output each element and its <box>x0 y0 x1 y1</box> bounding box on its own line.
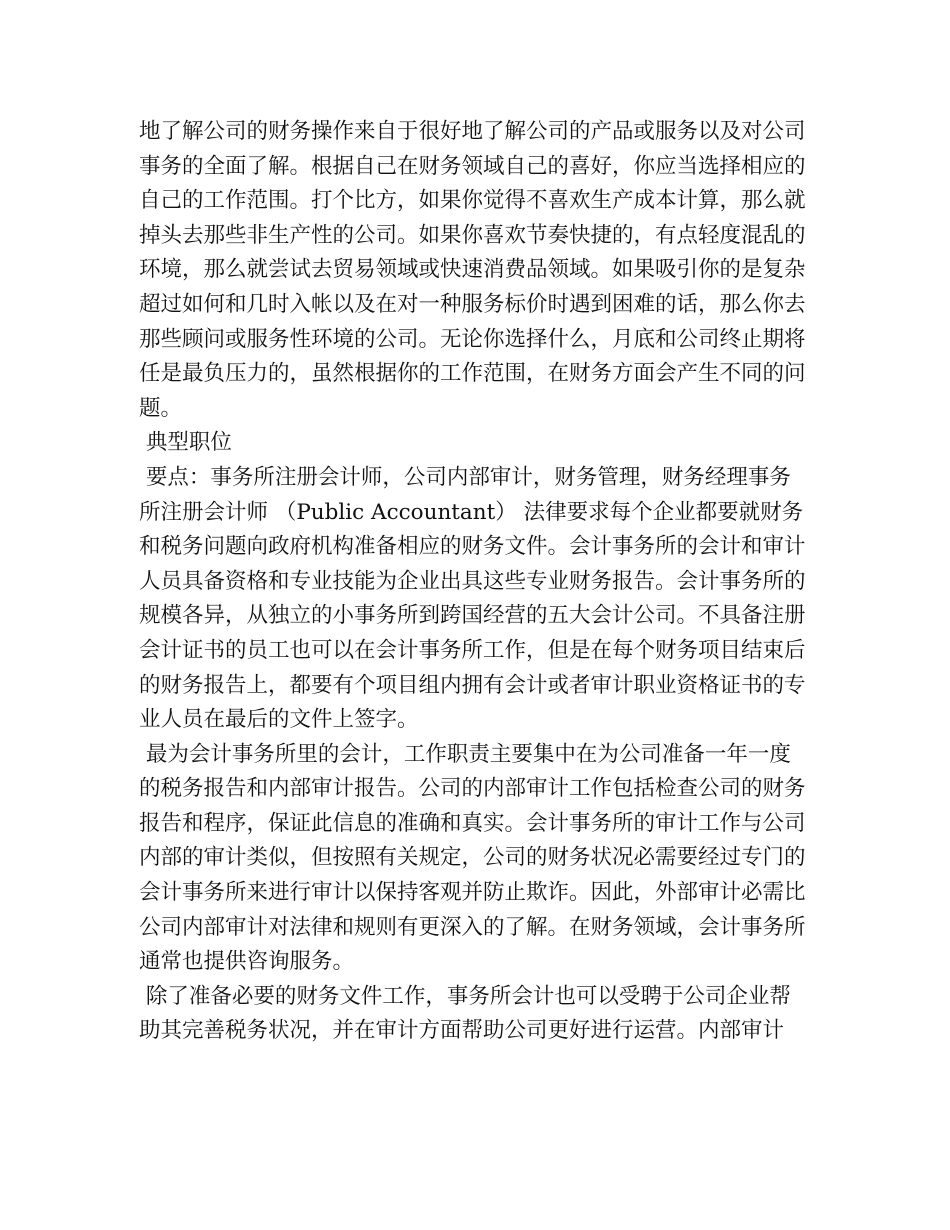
section-heading: 典型职位 <box>139 430 232 456</box>
text-line: 要点：事务所注册会计师，公司内部审计，财务管理，财务经理事务 <box>139 464 791 490</box>
text-line: 内部的审计类似，但按照有关规定，公司的财务状况必需要经过专门的 <box>139 845 806 871</box>
text-line: 人员具备资格和专业技能为企业出具这些专业财务报告。会计事务所的 <box>139 568 806 594</box>
text-line: 超过如何和几时入帐以及在对一种服务标价时遇到困难的话，那么你去 <box>139 291 806 317</box>
text-line: 业人员在最后的文件上签字。 <box>139 707 419 733</box>
text-line: 通常也提供咨询服务。 <box>139 949 355 975</box>
text-line: 公司内部审计对法律和规则有更深入的了解。在财务领域，会计事务所 <box>139 914 806 940</box>
text-line: 规模各异，从独立的小事务所到跨国经营的五大会计公司。不具备注册 <box>139 603 806 629</box>
text-line: 的税务报告和内部审计报告。公司的内部审计工作包括检查公司的财务 <box>139 776 806 802</box>
text-line: 任是最负压力的，虽然根据你的工作范围，在财务方面会产生不同的问 <box>139 361 806 387</box>
text-line: 报告和程序，保证此信息的准确和真实。会计事务所的审计工作与公司 <box>139 810 806 836</box>
text-line: 掉头去那些非生产性的公司。如果你喜欢节奏快捷的，有点轻度混乱的 <box>139 222 806 248</box>
text-line: 的财务报告上，都要有个项目组内拥有会计或者审计职业资格证书的专 <box>139 672 806 698</box>
text-line: 会计事务所来进行审计以保持客观并防止欺诈。因此，外部审计必需比 <box>139 880 806 906</box>
text-line: 最为会计事务所里的会计，工作职责主要集中在为公司准备一年一度 <box>139 741 791 767</box>
text-line: 那些顾问或服务性环境的公司。无论你选择什么，月底和公司终止期将 <box>139 326 806 352</box>
text-line: 所注册会计师 （Public Accountant） 法律要求每个企业都要就财务 <box>139 499 804 525</box>
document-body <box>139 115 815 1049</box>
text-line: 题。 <box>139 395 183 421</box>
text-line: 环境，那么就尝试去贸易领域或快速消费品领域。如果吸引你的是复杂 <box>139 257 806 283</box>
text-line: 会计证书的员工也可以在会计事务所工作，但是在每个财务项目结束后 <box>139 637 806 663</box>
text-line: 地了解公司的财务操作来自于很好地了解公司的产品或服务以及对公司 <box>139 119 806 144</box>
text-line: 除了准备必要的财务文件工作，事务所会计也可以受聘于公司企业帮 <box>139 983 791 1009</box>
text-line: 和税务问题向政府机构准备相应的财务文件。会计事务所的会计和审计 <box>139 534 806 560</box>
text-line: 自己的工作范围。打个比方，如果你觉得不喜欢生产成本计算，那么就 <box>139 188 806 214</box>
text-line: 助其完善税务状况，并在审计方面帮助公司更好进行运营。内部审计 <box>139 1018 785 1044</box>
text-line: 事务的全面了解。根据自己在财务领域自己的喜好，你应当选择相应的 <box>139 153 806 179</box>
